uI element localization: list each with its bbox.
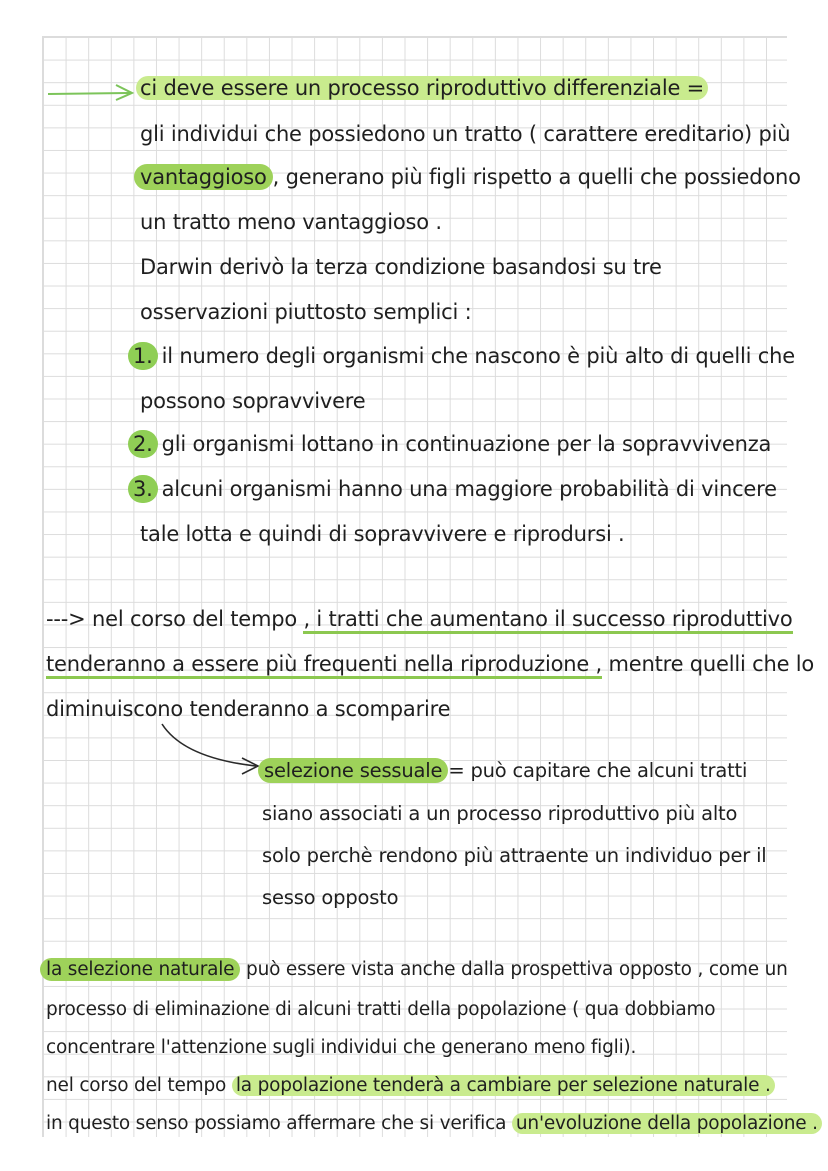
s2-line3: diminuiscono tenderanno a scomparire: [46, 697, 451, 721]
s2-line1: ---> nel corso del tempo , i tratti che aumentano il successo riproduttivo: [46, 605, 793, 633]
green-arrow-icon: [46, 82, 136, 102]
number-2-badge: 2.: [128, 430, 158, 458]
list-item-1-cont: possono sopravvivere: [140, 389, 366, 413]
s1-line6: osservazioni piuttosto semplici :: [140, 300, 472, 324]
vantaggioso-highlight: vantaggioso: [134, 164, 273, 190]
s1-line2: gli individui che possiedono un tratto ( carattere ereditario) più: [140, 122, 791, 146]
s1-line5: Darwin derivò la terza condizione basandosi su tre: [140, 255, 662, 279]
s3-line4: sesso opposto: [262, 886, 399, 909]
sexual-selection-highlight: selezione sessuale: [258, 758, 448, 783]
s4-line1: la selezione naturale può essere vista anche dalla prospettiva opposto , come un: [40, 956, 788, 984]
s1-line4: un tratto meno vantaggioso .: [140, 210, 442, 234]
s3-line3: solo perchè rendono più attraente un individuo per il: [262, 844, 767, 867]
list-item-2: 2. gli organismi lottano in continuazione per la sopravvivenza: [128, 430, 771, 458]
population-change-highlight: la popolazione tenderà a cambiare per selezione naturale .: [232, 1075, 775, 1096]
list-item-1: 1. il numero degli organismi che nascono è più alto di quelli che: [128, 342, 795, 370]
s2-line2: tenderanno a essere più frequenti nella riproduzione , mentre quelli che lo: [46, 650, 814, 678]
list-item-3-cont: tale lotta e quindi di sopravvivere e riprodursi .: [140, 522, 625, 546]
differential-reproduction-highlight: ci deve essere un processo riproduttivo differenziale =: [136, 76, 708, 100]
list-item-3: 3. alcuni organismi hanno una maggiore probabilità di vincere: [128, 475, 777, 503]
s4-line4: nel corso del tempo la popolazione tenderà a cambiare per selezione naturale .: [46, 1072, 775, 1100]
frequency-underline: tenderanno a essere più frequenti nella riproduzione ,: [46, 652, 602, 679]
evolution-highlight: un'evoluzione della popolazione .: [512, 1113, 822, 1134]
natural-selection-highlight: la selezione naturale: [40, 958, 240, 981]
number-3-badge: 3.: [128, 475, 158, 503]
curved-arrow-icon: [160, 722, 270, 782]
s1-line3: vantaggioso , generano più figli rispetto a quelli che possiedono: [134, 163, 801, 191]
s1-line1: [136, 74, 708, 102]
s4-line5: in questo senso possiamo affermare che si verifica un'evoluzione della popolazione .: [46, 1110, 822, 1138]
s4-line3: concentrare l'attenzione sugli individui che generano meno figli).: [46, 1037, 637, 1058]
number-1-badge: 1.: [128, 342, 158, 370]
s4-line2: processo di eliminazione di alcuni tratti della popolazione ( qua dobbiamo: [46, 999, 716, 1020]
traits-underline: , i tratti che aumentano il successo riproduttivo: [303, 607, 792, 634]
s3-line1: selezione sessuale = può capitare che alcuni tratti: [258, 757, 747, 785]
s3-line2: siano associati a un processo riproduttivo più alto: [262, 802, 738, 825]
